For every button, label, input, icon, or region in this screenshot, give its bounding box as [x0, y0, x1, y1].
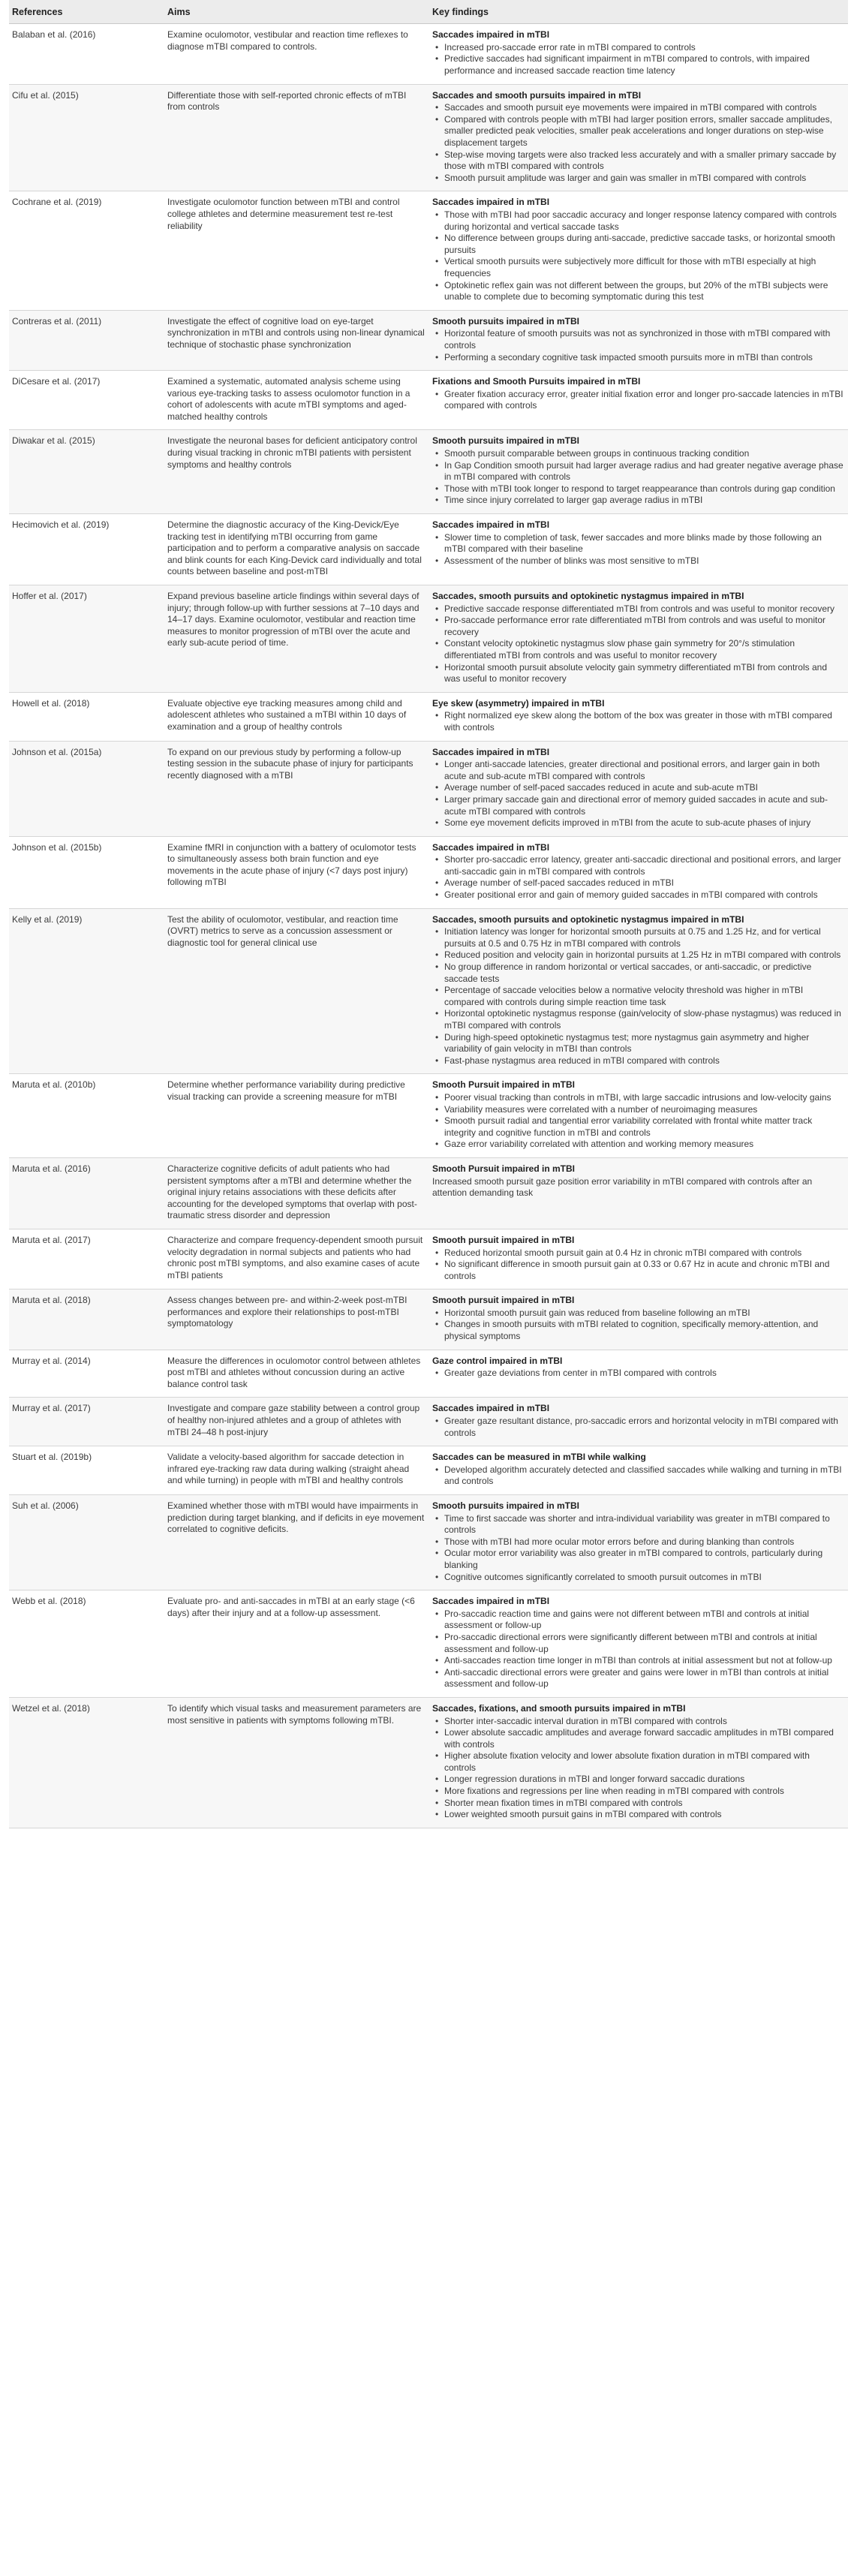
findings-table — [9, 0, 848, 1828]
reference-cell: Wetzel et al. (2018) — [9, 1697, 164, 1828]
reference-cell: Webb et al. (2018) — [9, 1590, 164, 1698]
header-key-findings: Key findings — [429, 0, 848, 24]
finding-bullet: • Step-wise moving targets were also tracked less accurately and with a smaller primary saccade by those with mTBI compared with controls — [444, 149, 843, 173]
finding-bullet: • More fixations and regressions per line when reading in mTBI compared with controls — [444, 1786, 843, 1798]
reference-cell: Murray et al. (2017) — [9, 1398, 164, 1446]
table-row — [9, 585, 848, 693]
finding-bullet: • Horizontal feature of smooth pursuits was not as synchronized in those with mTBI compared with controls — [444, 328, 843, 351]
finding-list — [432, 1608, 843, 1690]
finding-title: Fixations and Smooth Pursuits impaired in mTBI — [432, 376, 641, 387]
finding-bullet: • Ocular motor error variability was also greater in mTBI compared to controls, particularly during blanking — [444, 1548, 843, 1571]
finding-bullet: • Predictive saccade response differentiated mTBI from controls and was useful to monitor recovery — [444, 603, 843, 615]
key-findings-cell — [429, 1590, 848, 1698]
table-row — [9, 1290, 848, 1350]
finding-bullet: • Time since injury correlated to larger gap average radius in mTBI — [444, 495, 843, 507]
finding-list — [432, 759, 843, 829]
table-row — [9, 1157, 848, 1229]
finding-title: Eye skew (asymmetry) impaired in mTBI — [432, 697, 605, 709]
key-findings-cell — [429, 514, 848, 585]
finding-list — [432, 1247, 843, 1283]
finding-list — [432, 1416, 843, 1439]
table-row — [9, 191, 848, 310]
aim-cell: Validate a velocity-based algorithm for saccade detection in infrared eye-tracking raw data during walking (straight ahead and while turning) in people with mTBI and healthy controls — [164, 1446, 429, 1495]
reference-cell: Maruta et al. (2017) — [9, 1229, 164, 1289]
finding-bullet: • Saccades and smooth pursuit eye movements were impaired in mTBI compared with controls — [444, 102, 843, 114]
reference-cell: Contreras et al. (2011) — [9, 310, 164, 370]
finding-list — [432, 102, 843, 184]
key-findings-cell — [429, 1697, 848, 1828]
aim-cell: Measure the differences in oculomotor control between athletes post mTBI and athletes without concussion during an active balance control task — [164, 1350, 429, 1398]
reference-cell: Balaban et al. (2016) — [9, 24, 164, 84]
finding-list — [432, 1308, 843, 1343]
finding-bullet: • Increased pro-saccade error rate in mTBI compared to controls — [444, 42, 843, 54]
finding-bullet: • Vertical smooth pursuits were subjectively more difficult for those with mTBI especially at high frequencies — [444, 256, 843, 279]
finding-bullet: • Constant velocity optokinetic nystagmus slow phase gain symmetry for 20°/s stimulation differentiated mTBI from controls and was useful to monitor recovery — [444, 638, 843, 661]
table-row — [9, 1398, 848, 1446]
aim-cell: Differentiate those with self-reported chronic effects of mTBI from controls — [164, 84, 429, 191]
finding-bullet: • Developed algorithm accurately detected and classified saccades while walking and turning in mTBI and controls — [444, 1464, 843, 1488]
table-row — [9, 1229, 848, 1289]
finding-title: Smooth pursuits impaired in mTBI — [432, 1500, 580, 1511]
finding-title: Saccades impaired in mTBI — [432, 841, 550, 853]
reference-cell: Maruta et al. (2016) — [9, 1157, 164, 1229]
finding-bullet: • Those with mTBI had poor saccadic accuracy and longer response latency compared with controls during horizontal and vertical saccade tasks — [444, 209, 843, 233]
finding-list — [432, 603, 843, 685]
finding-list — [432, 854, 843, 901]
reference-cell: Kelly et al. (2019) — [9, 908, 164, 1074]
finding-bullet: • Average number of self-paced saccades reduced in mTBI — [444, 877, 843, 889]
finding-bullet: • No group difference in random horizontal or vertical saccades, or anti-saccadic, or predictive saccade tests — [444, 961, 843, 985]
table-row — [9, 24, 848, 84]
key-findings-cell — [429, 585, 848, 693]
reference-cell: Johnson et al. (2015b) — [9, 836, 164, 908]
key-findings-cell — [429, 371, 848, 430]
reference-cell: Cochrane et al. (2019) — [9, 191, 164, 310]
finding-bullet: • Pro-saccadic directional errors were significantly different between mTBI and controls at initial assessment and follow-up — [444, 1632, 843, 1655]
reference-cell: Maruta et al. (2018) — [9, 1290, 164, 1350]
table-row — [9, 84, 848, 191]
reference-cell: Johnson et al. (2015a) — [9, 741, 164, 836]
aim-cell: Investigate the effect of cognitive load on eye-target synchronization in mTBI and controls using non-linear dynamical technique of stochastic phase synchronization — [164, 310, 429, 370]
key-findings-cell — [429, 24, 848, 84]
table-row — [9, 1697, 848, 1828]
key-findings-cell — [429, 1157, 848, 1229]
key-findings-cell — [429, 1398, 848, 1446]
finding-list — [432, 328, 843, 363]
key-findings-cell — [429, 1446, 848, 1495]
aim-cell: Examine oculomotor, vestibular and reaction time reflexes to diagnose mTBI compared to controls. — [164, 24, 429, 84]
finding-title: Saccades impaired in mTBI — [432, 29, 550, 41]
header-aims: Aims — [164, 0, 429, 24]
key-findings-cell — [429, 1350, 848, 1398]
finding-list — [432, 1464, 843, 1488]
finding-bullet: • Longer anti-saccade latencies, greater directional and positional errors, and larger gain in both acute and sub-acute mTBI compared with controls — [444, 759, 843, 782]
finding-bullet: • Changes in smooth pursuits with mTBI related to cognition, specifically memory-attention, and physical symptoms — [444, 1319, 843, 1342]
table-row — [9, 514, 848, 585]
finding-bullet: • Fast-phase nystagmus area reduced in mTBI compared with controls — [444, 1055, 843, 1067]
aim-cell: Determine the diagnostic accuracy of the King-Devick/Eye tracking test in identifying mTBI occurring from game participation and to perform a comparative analysis on saccade and blink counts for each King-Devick card individually and total counts between baseline and post-mTBI — [164, 514, 429, 585]
key-findings-cell — [429, 692, 848, 741]
key-findings-cell — [429, 1495, 848, 1590]
finding-bullet: • Longer regression durations in mTBI and longer forward saccadic durations — [444, 1774, 843, 1786]
finding-title: Smooth pursuit impaired in mTBI — [432, 1295, 575, 1306]
finding-bullet: • Shorter inter-saccadic interval duration in mTBI compared with controls — [444, 1716, 843, 1728]
finding-bullet: • Percentage of saccade velocities below a normative velocity threshold was higher in mTBI compared with controls during simple reaction time task — [444, 985, 843, 1008]
finding-title: Smooth pursuits impaired in mTBI — [432, 315, 580, 327]
finding-title: Smooth Pursuit impaired in mTBI — [432, 1079, 576, 1091]
finding-bullet: • Optokinetic reflex gain was not different between the groups, but 20% of the mTBI subjects were unable to complete due to becoming symptomatic during this test — [444, 280, 843, 303]
finding-title: Saccades impaired in mTBI — [432, 197, 550, 208]
finding-list — [432, 532, 843, 567]
aim-cell: Examined whether those with mTBI would have impairments in prediction during target blanking, and if deficits in eye movement correlated to cognitive deficits. — [164, 1495, 429, 1590]
table-body — [9, 24, 848, 1828]
table-row — [9, 692, 848, 741]
finding-title: Saccades, fixations, and smooth pursuits impaired in mTBI — [432, 1702, 686, 1714]
aim-cell: Examined a systematic, automated analysis scheme using various eye-tracking tasks to assess oculomotor function in a cohort of adolescents with acute mTBI symptoms and aged-matched healthy controls — [164, 371, 429, 430]
aim-cell: Test the ability of oculomotor, vestibular, and reaction time (OVRT) metrics to serve as a concussion assessment or diagnostic tool for general clinical use — [164, 908, 429, 1074]
reference-cell: Suh et al. (2006) — [9, 1495, 164, 1590]
reference-cell: Diwakar et al. (2015) — [9, 430, 164, 514]
finding-title: Smooth Pursuit impaired in mTBI — [432, 1163, 576, 1174]
reference-cell: Howell et al. (2018) — [9, 692, 164, 741]
key-findings-cell — [429, 741, 848, 836]
table-row — [9, 310, 848, 370]
finding-bullet: • Gaze error variability correlated with attention and working memory measures — [444, 1139, 843, 1151]
finding-bullet: • Pro-saccadic reaction time and gains were not different between mTBI and controls at initial assessment or follow-up — [444, 1608, 843, 1632]
aim-cell: Evaluate objective eye tracking measures among child and adolescent athletes who sustained a mTBI within 10 days of examination and a group of healthy controls — [164, 692, 429, 741]
key-findings-cell — [429, 908, 848, 1074]
finding-title: Smooth pursuit impaired in mTBI — [432, 1234, 575, 1245]
finding-list — [432, 1513, 843, 1584]
finding-bullet: • Greater gaze resultant distance, pro-saccadic errors and horizontal velocity in mTBI compared with controls — [444, 1416, 843, 1439]
aim-cell: Expand previous baseline article findings within several days of injury; through follow-up with further sessions at 7–10 days and 14–17 days. Examine oculomotor, vestibular and reaction time measures to monitor progression of mTBI over the acute and early sub-acute period of time. — [164, 585, 429, 693]
reference-cell: Maruta et al. (2010b) — [9, 1074, 164, 1158]
header-references: References — [9, 0, 164, 24]
finding-bullet: • Shorter mean fixation times in mTBI compared with controls — [444, 1798, 843, 1810]
aim-cell: Characterize cognitive deficits of adult patients who had persistent symptoms after a mTBI and determine whether the original injury retains associations with these deficits after accounting for the developed symptoms that overlap with post-traumatic stress disorder and depression — [164, 1157, 429, 1229]
finding-bullet: • No significant difference in smooth pursuit gain at 0.33 or 0.67 Hz in acute and chronic mTBI and controls — [444, 1259, 843, 1282]
table-row — [9, 1446, 848, 1495]
table-row — [9, 1495, 848, 1590]
finding-bullet: • Some eye movement deficits improved in mTBI from the acute to sub-acute phases of injury — [444, 817, 843, 829]
finding-bullet: • Larger primary saccade gain and directional error of memory guided saccades in acute and sub-acute mTBI compared with controls — [444, 794, 843, 817]
reference-cell: Murray et al. (2014) — [9, 1350, 164, 1398]
finding-bullet: • Slower time to completion of task, fewer saccades and more blinks made by those following an mTBI compared with their baseline — [444, 532, 843, 555]
finding-bullet: • Lower absolute saccadic amplitudes and average forward saccadic amplitudes in mTBI compared with controls — [444, 1727, 843, 1750]
finding-title: Saccades impaired in mTBI — [432, 1596, 550, 1607]
key-findings-cell — [429, 191, 848, 310]
finding-bullet: • During high-speed optokinetic nystagmus test; more nystagmus gain asymmetry and higher variability of gain velocity in mTBI than controls — [444, 1032, 843, 1055]
aim-cell: Determine whether performance variability during predictive visual tracking can provide a screening measure for mTBI — [164, 1074, 429, 1158]
finding-bullet: • Assessment of the number of blinks was most sensitive to mTBI — [444, 555, 843, 567]
finding-bullet: • Reduced horizontal smooth pursuit gain at 0.4 Hz in chronic mTBI compared with controls — [444, 1247, 843, 1259]
aim-cell: Investigate the neuronal bases for deficient anticipatory control during visual tracking in chronic mTBI patients with persistent symptoms and healthy controls — [164, 430, 429, 514]
finding-bullet: • Anti-saccadic directional errors were greater and gains were lower in mTBI than controls at initial assessment and follow-up — [444, 1667, 843, 1690]
finding-bullet: • Lower weighted smooth pursuit gains in mTBI compared with controls — [444, 1809, 843, 1821]
table-header — [9, 0, 848, 24]
finding-list — [432, 389, 843, 412]
finding-list — [432, 926, 843, 1067]
finding-list — [432, 448, 843, 507]
table-row — [9, 1590, 848, 1698]
table-row — [9, 836, 848, 908]
finding-title: Saccades, smooth pursuits and optokinetic nystagmus impaired in mTBI — [432, 591, 744, 601]
finding-list — [432, 209, 843, 303]
reference-cell: Hoffer et al. (2017) — [9, 585, 164, 693]
finding-bullet: • In Gap Condition smooth pursuit had larger average radius and had greater negative average phase in mTBI compared with controls — [444, 460, 843, 483]
finding-title: Saccades impaired in mTBI — [432, 746, 550, 757]
key-findings-cell — [429, 430, 848, 514]
table-row — [9, 741, 848, 836]
finding-bullet: • No difference between groups during anti-saccade, predictive saccade tasks, or horizontal smooth pursuits — [444, 233, 843, 256]
finding-bullet: • Shorter pro-saccadic error latency, greater anti-saccadic directional and positional errors, and larger anti-saccadic gain in mTBI compared with controls — [444, 854, 843, 877]
key-findings-cell — [429, 1074, 848, 1158]
aim-cell: Evaluate pro- and anti-saccades in mTBI at an early stage (<6 days) after their injury and at a follow-up assessment. — [164, 1590, 429, 1698]
finding-bullet: • Compared with controls people with mTBI had larger position errors, smaller saccade amplitudes, smaller predicted peak velocities, smaller peak accelerations and longer durations on step-wise displacement targets — [444, 114, 843, 149]
finding-bullet: • Horizontal smooth pursuit gain was reduced from baseline following an mTBI — [444, 1308, 843, 1320]
finding-bullet: • Greater positional error and gain of memory guided saccades in mTBI compared with controls — [444, 889, 843, 901]
finding-bullet: • Higher absolute fixation velocity and lower absolute fixation duration in mTBI compared with controls — [444, 1750, 843, 1774]
finding-title: Saccades impaired in mTBI — [432, 1403, 550, 1414]
finding-bullet: • Anti-saccades reaction time longer in mTBI than controls at initial assessment but not at follow-up — [444, 1655, 843, 1667]
finding-bullet: • Predictive saccades had significant impairment in mTBI compared to controls, with impaired performance and increased saccade reaction time latency — [444, 53, 843, 77]
finding-bullet: • Smooth pursuit radial and tangential error variability correlated with frontal white matter track integrity and cognitive function in mTBI and controls — [444, 1115, 843, 1139]
aim-cell: Investigate oculomotor function between mTBI and control college athletes and determine measurement test re-test reliability — [164, 191, 429, 310]
finding-bullet: • Horizontal smooth pursuit absolute velocity gain symmetry differentiated mTBI from controls and was useful to monitor recovery — [444, 662, 843, 685]
finding-title: Saccades can be measured in mTBI while walking — [432, 1452, 646, 1463]
finding-bullet: • Initiation latency was longer for horizontal smooth pursuits at 0.75 and 1.25 Hz, and for vertical pursuits at 0.5 and 0.75 Hz in mTBI compared with controls — [444, 926, 843, 949]
key-findings-cell — [429, 310, 848, 370]
finding-title: Saccades impaired in mTBI — [432, 519, 550, 531]
header-row — [9, 0, 848, 24]
reference-cell: Hecimovich et al. (2019) — [9, 514, 164, 585]
finding-list — [432, 1092, 843, 1151]
finding-bullet: • Greater gaze deviations from center in mTBI compared with controls — [444, 1368, 843, 1380]
table-row — [9, 908, 848, 1074]
finding-title: Gaze control impaired in mTBI — [432, 1355, 563, 1366]
finding-bullet: • Those with mTBI had more ocular motor errors before and during blanking than controls — [444, 1536, 843, 1548]
finding-bullet: • Greater fixation accuracy error, greater initial fixation error and longer pro-saccade latencies in mTBI compared with controls — [444, 389, 843, 412]
aim-cell: Examine fMRI in conjunction with a battery of oculomotor tests to simultaneously assess both brain function and eye movements in the acute phase of injury (<7 days post injury) following mTBI — [164, 836, 429, 908]
finding-bullet: • Variability measures were correlated with a number of neuroimaging measures — [444, 1104, 843, 1116]
finding-list — [432, 1368, 843, 1380]
finding-bullet: • Pro-saccade performance error rate differentiated mTBI from controls and was useful to monitor recovery — [444, 615, 843, 638]
key-findings-cell — [429, 836, 848, 908]
aim-cell: To expand on our previous study by performing a follow-up testing session in the subacute phase of injury for participants recently diagnosed with a mTBI — [164, 741, 429, 836]
finding-title: Saccades and smooth pursuits impaired in mTBI — [432, 89, 642, 101]
finding-bullet: • Reduced position and velocity gain in horizontal pursuits at 1.25 Hz in mTBI compared with controls — [444, 949, 843, 961]
finding-text: Increased smooth pursuit gaze position error variability in mTBI compared with controls after an attention demanding task — [432, 1175, 813, 1199]
table-row — [9, 371, 848, 430]
key-findings-cell — [429, 1229, 848, 1289]
table-row — [9, 1350, 848, 1398]
finding-bullet: • Average number of self-paced saccades reduced in acute and sub-acute mTBI — [444, 782, 843, 794]
finding-bullet: • Poorer visual tracking than controls in mTBI, with large saccadic intrusions and low-velocity gains — [444, 1092, 843, 1104]
table-row — [9, 1074, 848, 1158]
finding-title: Smooth pursuits impaired in mTBI — [432, 435, 580, 447]
aim-cell: Characterize and compare frequency-dependent smooth pursuit velocity degradation in normal subjects and patients who had chronic post mTBI symptoms, and also examine cases of acute mTBI patients — [164, 1229, 429, 1289]
finding-bullet: • Time to first saccade was shorter and intra-individual variability was greater in mTBI compared to controls — [444, 1513, 843, 1536]
key-findings-cell — [429, 84, 848, 191]
reference-cell: Cifu et al. (2015) — [9, 84, 164, 191]
aim-cell: Investigate and compare gaze stability between a control group of healthy non-injured athletes and a group of athletes with mTBI 24–48 h post-injury — [164, 1398, 429, 1446]
reference-cell: DiCesare et al. (2017) — [9, 371, 164, 430]
finding-bullet: • Those with mTBI took longer to respond to target reappearance than controls during gap condition — [444, 483, 843, 495]
finding-list — [432, 710, 843, 733]
key-findings-cell — [429, 1290, 848, 1350]
finding-list — [432, 1716, 843, 1821]
table-row — [9, 430, 848, 514]
aim-cell: To identify which visual tasks and measurement parameters are most sensitive in patients with symptoms following mTBI. — [164, 1697, 429, 1828]
finding-bullet: • Smooth pursuit amplitude was larger and gain was smaller in mTBI compared with controls — [444, 173, 843, 185]
finding-title: Saccades, smooth pursuits and optokinetic nystagmus impaired in mTBI — [432, 913, 744, 925]
finding-bullet: • Horizontal optokinetic nystagmus response (gain/velocity of slow-phase nystagmus) was reduced in mTBI compared with controls — [444, 1008, 843, 1031]
finding-bullet: • Right normalized eye skew along the bottom of the box was greater in those with mTBI compared with controls — [444, 710, 843, 733]
finding-bullet: • Smooth pursuit comparable between groups in continuous tracking condition — [444, 448, 843, 460]
reference-cell: Stuart et al. (2019b) — [9, 1446, 164, 1495]
finding-list — [432, 42, 843, 77]
aim-cell: Assess changes between pre- and within-2-week post-mTBI performances and explore their relationships to post-mTBI symptomatology — [164, 1290, 429, 1350]
finding-bullet: • Performing a secondary cognitive task impacted smooth pursuits more in mTBI than controls — [444, 352, 843, 364]
finding-bullet: • Cognitive outcomes significantly correlated to smooth pursuit outcomes in mTBI — [444, 1572, 843, 1584]
